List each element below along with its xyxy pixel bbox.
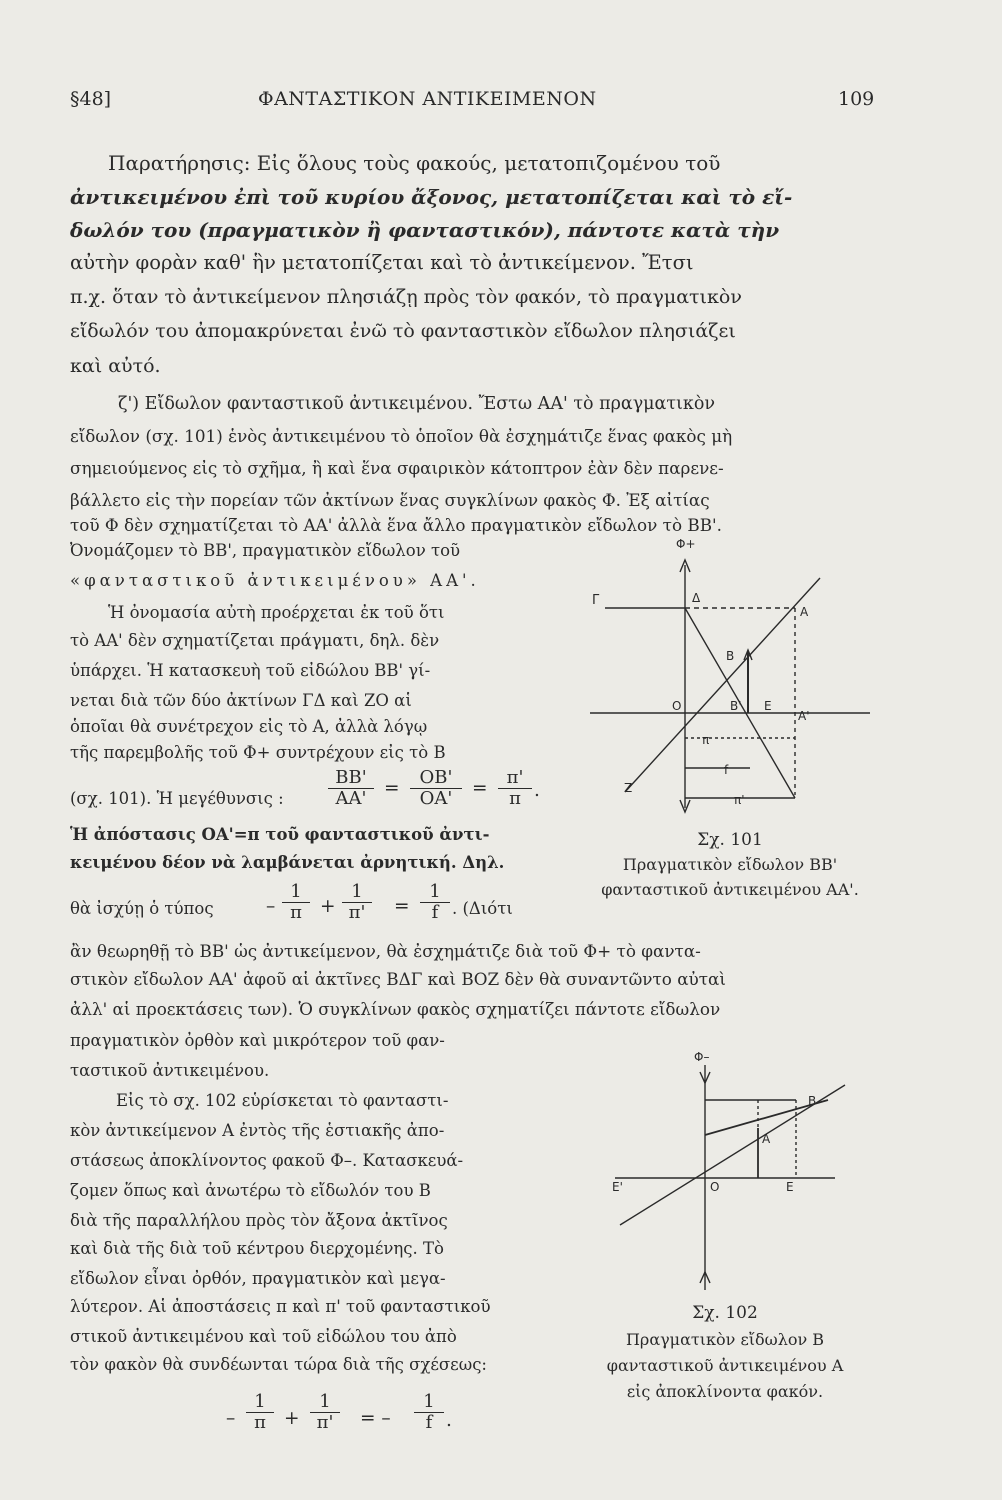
minus-sign: – [266,896,276,917]
numerator: 1 [310,1392,340,1413]
text-line: π.χ. ὅταν τὸ ἀντικείμενον πλησιάζῃ πρὸς τὸν φακόν, τὸ πραγματικὸν [70,286,742,308]
point-label: Δ [692,591,701,605]
point-label: E [786,1180,794,1194]
plus-sign: + [284,1408,300,1429]
point-label: A [762,1132,771,1146]
text-line: Ἡ ἀπόστασις ΟΑ'=π τοῦ φανταστικοῦ ἀντι- [70,825,490,844]
denominator: f [425,1412,433,1433]
figure-102-caption-line: φανταστικοῦ ἀντικειμένου Α [606,1356,844,1375]
text-line: τὸν φακὸν θὰ συνδέωνται τώρα διὰ τῆς σχέσεως: [70,1355,487,1374]
dimension-label: π' [734,793,745,807]
numerator: 1 [420,882,450,903]
text-line: ζομεν ὅπως καὶ ἀνωτέρω τὸ εἴδωλόν του Β [70,1181,431,1200]
figure-101-diagram [580,530,880,830]
text-line: Ὀνομάζομεν τὸ ΒΒ', πραγματικὸν εἴδωλον τοῦ [70,541,461,560]
fraction [246,1392,274,1433]
point-label: E' [612,1180,623,1194]
point-label: A [800,605,809,619]
text-line: δωλόν του (πραγματικὸν ἢ φανταστικόν), πάντοτε κατὰ τὴν [70,218,780,242]
fraction [328,768,374,809]
text-line: Ἡ ὀνομασία αὐτὴ προέρχεται ἐκ τοῦ ὅτι [108,603,445,622]
point-label: E [764,699,772,713]
text-line: τὸ ΑΑ' δὲν σχηματίζεται πράγματι, δηλ. δὲν [70,631,440,650]
numerator: 1 [342,882,372,903]
text-line: καὶ διὰ τῆς διὰ τοῦ κέντρου διερχομένης. Τὸ [70,1239,444,1258]
fraction [342,882,372,923]
point-label: B [726,649,735,663]
text-line: λύτερον. Αἱ ἀποστάσεις π καὶ π' τοῦ φανταστικοῦ [70,1297,491,1316]
figure-101-number: Σχ. 101 [697,830,763,850]
denominator: π' [316,1412,334,1433]
denominator: π [509,788,521,809]
point-label: Γ [592,593,600,608]
numerator: 1 [414,1392,444,1413]
fraction [414,1392,444,1433]
text-line: σημειούμενος εἰς τὸ σχῆμα, ἢ καὶ ἕνα σφαιρικὸν κάτοπτρον ἐὰν δὲν παρενε- [70,458,724,478]
fraction [310,1392,340,1433]
equals-sign: = [472,778,488,799]
fraction [420,882,450,923]
numerator: 1 [246,1392,274,1413]
figure-102-caption-line: Πραγματικὸν εἴδωλον Β [625,1330,825,1349]
text-line: ὑπάρχει. Ἡ κατασκευὴ τοῦ εἰδώλου ΒΒ' γί- [70,661,431,680]
text-line: αὐτὴν φορὰν καθ' ἣν μετατοπίζεται καὶ τὸ ἀντικείμενον. Ἔτσι [70,251,694,274]
denominator: ΟΑ' [419,788,453,809]
denominator: f [431,902,439,923]
page-number: 109 [838,88,875,110]
denominator: ΑΑ' [335,788,367,809]
text-line: εἴδωλον (σχ. 101) ἑνὸς ἀντικειμένου τὸ ὁποῖον θὰ ἐσχημάτιζε ἕνας φακὸς μὴ [70,426,733,446]
text-line: πραγματικὸν ὀρθὸν καὶ μικρότερον τοῦ φαν- [70,1031,445,1050]
plus-sign: + [320,896,336,917]
text-line: εἴδωλόν του ἀπομακρύνεται ἐνῶ τὸ φανταστικὸν εἴδωλον πλησιάζει [70,320,736,342]
text-line: Εἰς τὸ σχ. 102 εὑρίσκεται τὸ φανταστι- [116,1091,449,1110]
lens-label: Φ+ [676,537,696,551]
text-line: κὸν ἀντικείμενον Α ἐντὸς τῆς ἑστιακῆς ἀπο- [70,1121,445,1140]
point-label: A' [798,709,810,723]
equals-sign: = [384,778,400,799]
dimension-label: f [724,763,729,777]
point-label: B' [730,699,742,713]
fraction [410,768,462,809]
text-line: Παρατήρησις: Εἰς ὅλους τοὺς φακούς, μετατοπιζομένου τοῦ [108,151,721,175]
text-line: βάλλετο εἰς τὴν πορείαν τῶν ἀκτίνων ἕνας συγκλίνων φακὸς Φ. Ἐξ αἰτίας [70,490,710,510]
text-line: στικὸν εἴδωλον ΑΑ' ἀφοῦ αἱ ἀκτῖνες ΒΔΓ καὶ ΒΟΖ δὲν θὰ συναντῶντο αὐταὶ [70,969,726,989]
numerator: ΟΒ' [410,768,462,789]
text-line: κειμένου δέον νὰ λαμβάνεται ἀρνητική. Δηλ. [70,853,505,872]
formula-prefix: θὰ ἰσχύῃ ὁ τύπος [70,899,214,918]
denominator: π [290,902,302,923]
numerator: ΒΒ' [328,768,374,789]
section-number: §48] [70,88,112,110]
text-line: νεται διὰ τῶν δύο ἀκτίνων ΓΔ καὶ ΖΟ αἱ [70,691,412,710]
point-label: O [710,1180,720,1194]
text-line: εἴδωλον εἶναι ὀρθόν, πραγματικὸν καὶ μεγα- [70,1269,446,1288]
equation-prefix: (σχ. 101). Ἡ μεγέθυνσις : [70,789,284,808]
figure-101-caption-line: φανταστικοῦ ἀντικειμένου ΑΑ'. [601,880,859,899]
text-line: τῆς παρεμβολῆς τοῦ Φ+ συντρέχουν εἰς τὸ Β [70,743,446,762]
figure-102-caption-line: εἰς ἀποκλίνοντα φακόν. [626,1382,824,1401]
text-line: ἀλλ' αἱ προεκτάσεις των). Ὁ συγκλίνων φακὸς σχηματίζει πάντοτε εἴδωλον [70,999,721,1019]
formula-suffix: . (Διότι [452,899,513,918]
text-line: ἀντικειμένου ἐπὶ τοῦ κυρίου ἄξονος, μετατοπίζεται καὶ τὸ εἴ- [70,185,793,209]
minus-sign: – [226,1408,236,1429]
point-label: O [672,699,682,713]
text-line: καὶ αὐτό. [70,355,161,377]
numerator: π' [498,768,532,789]
text-line: ὁποῖαι θὰ συνέτρεχον εἰς τὸ Α, ἀλλὰ λόγῳ [70,717,428,736]
equation-end: . [534,780,540,801]
text-line: στάσεως ἀποκλίνοντος φακοῦ Φ–. Κατασκευά- [70,1151,464,1170]
numerator: 1 [282,882,310,903]
figure-102-diagram [600,1045,850,1295]
point-label: Z [624,781,633,795]
ray-z-o [625,578,820,792]
text-line: ἂν θεωρηθῇ τὸ ΒΒ' ὡς ἀντικείμενον, θὰ ἐσχημάτιζε διὰ τοῦ Φ+ τὸ φαντα- [70,941,701,961]
fraction [282,882,310,923]
text-line: στικοῦ ἀντικειμένου καὶ τοῦ εἰδώλου του ἀπὸ [70,1327,457,1346]
fraction [498,768,532,809]
section-heading-line: ζ') Εἴδωλον φανταστικοῦ ἀντικειμένου. Ἔστω ΑΑ' τὸ πραγματικὸν [118,394,716,414]
point-label: B [808,1094,817,1108]
figure-101-caption-line: Πραγματικὸν εἴδωλον ΒΒ' [622,855,838,874]
text-line: «φανταστικοῦ ἀντικειμένου» ΑΑ'. [70,571,480,590]
equals-sign: = [394,896,410,917]
dimension-label: π [702,733,710,747]
lens-label: Φ– [694,1050,710,1064]
text-line: διὰ τῆς παραλλήλου πρὸς τὸν ἄξονα ἀκτῖνος [70,1211,448,1230]
running-title: ΦΑΝΤΑΣΤΙΚΟΝ ΑΝΤΙΚΕΙΜΕΝΟΝ [258,88,597,110]
equals-sign: = – [360,1408,391,1429]
denominator: π [254,1412,266,1433]
equation-end: . [446,1410,452,1431]
text-line: τοῦ Φ δὲν σχηματίζεται τὸ ΑΑ' ἀλλὰ ἕνα ἄλλο πραγματικὸν εἴδωλον τὸ ΒΒ'. [70,515,723,535]
figure-102-number: Σχ. 102 [692,1303,758,1323]
text-line: ταστικοῦ ἀντικειμένου. [70,1061,270,1080]
denominator: π' [348,902,366,923]
